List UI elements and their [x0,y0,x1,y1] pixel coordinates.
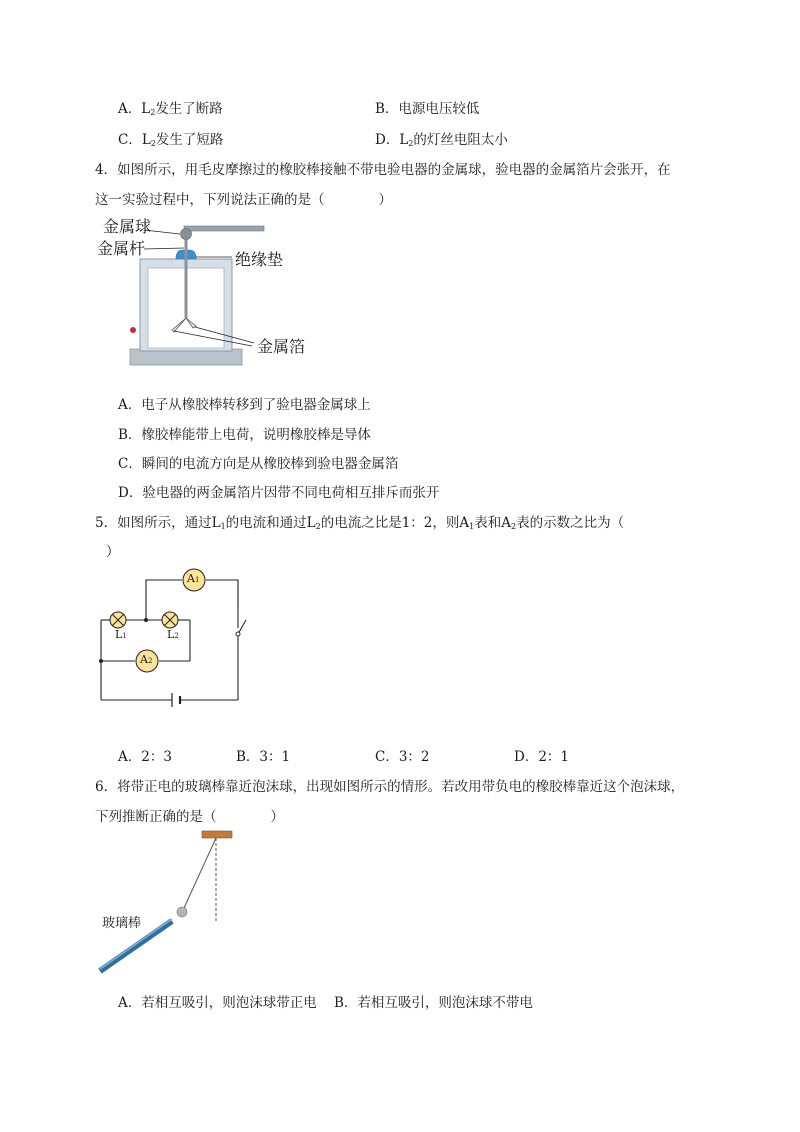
q5-stem-line1: 5．如图所示，通过$L_1$的电流和通过$L_2$的电流之比是1：2，则$A_1$表和$A_2$表的示数之比为（ [95,515,625,531]
leader-rod [144,248,184,249]
foam-ball-figure [92,828,252,978]
ammeter-a2-label: A2 [140,653,153,666]
q6-stem-line1: 6．将带正电的玻璃棒靠近泡沫球，出现如图所示的情形。若改用带负电的橡胶棒靠近这个泡沫球， [95,779,685,795]
q4-option-d: D．验电器的两金属箔片因带不同电荷相互排斥而张开 [118,485,440,501]
q5-option-d: D．2：1 [514,749,570,765]
q5-stem-line2: ） [106,544,120,560]
label-metal-ball: 金属球 [103,217,152,236]
lamp-l1-label: L1 [115,628,127,641]
q3-option-d: D．$L_2$的灯丝电阻太小 [375,132,508,148]
lamp-l2-label: L2 [167,628,179,641]
label-glass-rod: 玻璃棒 [102,916,142,931]
label-metal-foil: 金属箔 [257,337,306,356]
junction-top [144,618,148,622]
wire-top-right [206,580,238,608]
metal-ball [181,229,192,240]
q5-option-c: C．3：2 [375,749,430,765]
support-bar [202,831,232,838]
foam-ball [177,907,187,917]
q3-option-a: A．$L_2$发生了断路 [118,101,223,117]
q6-stem-line2: 下列推断正确的是（ ） [95,809,284,825]
q4-stem-line1: 4．如图所示，用毛皮摩擦过的橡胶棒接触不带电验电器的金属球，验电器的金属箔片会张开，在 [95,162,671,178]
foam-ball-diagram [92,828,252,978]
label-metal-rod: 金属杆 [97,239,146,258]
metal-rod [185,236,188,318]
q3-option-c: C．$L_2$发生了短路 [118,132,224,148]
q4-option-b: B．橡胶棒能带上电荷，说明橡胶棒是导体 [118,427,371,443]
q3-option-b: B．电源电压较低 [375,101,480,117]
q6-option-a: A．若相互吸引，则泡沫球带正电 [118,995,317,1011]
q4-option-c: C．瞬间的电流方向是从橡胶棒到验电器金属箔 [118,456,399,472]
side-knob [130,327,136,333]
q5-option-b: B．3：1 [236,749,291,765]
lamp-l2 [162,612,178,628]
q6-option-b: B．若相互吸引，则泡沫球不带电 [334,995,533,1011]
label-insulating-pad: 绝缘垫 [235,250,284,269]
lamp-l1 [110,612,126,628]
ammeter-a1-label: A1 [187,572,200,585]
electroscope-figure [92,212,352,372]
switch-contact [236,632,240,636]
circuit-figure [92,568,252,708]
q4-stem-line2: 这一实验过程中，下列说法正确的是（ ） [95,192,392,208]
suspension-thread [184,838,216,908]
junction-left [99,659,103,663]
rubber-rod [184,226,264,231]
q5-option-a: A．2：3 [118,749,172,765]
q4-option-a: A．电子从橡胶棒转移到了验电器金属球上 [118,397,371,413]
